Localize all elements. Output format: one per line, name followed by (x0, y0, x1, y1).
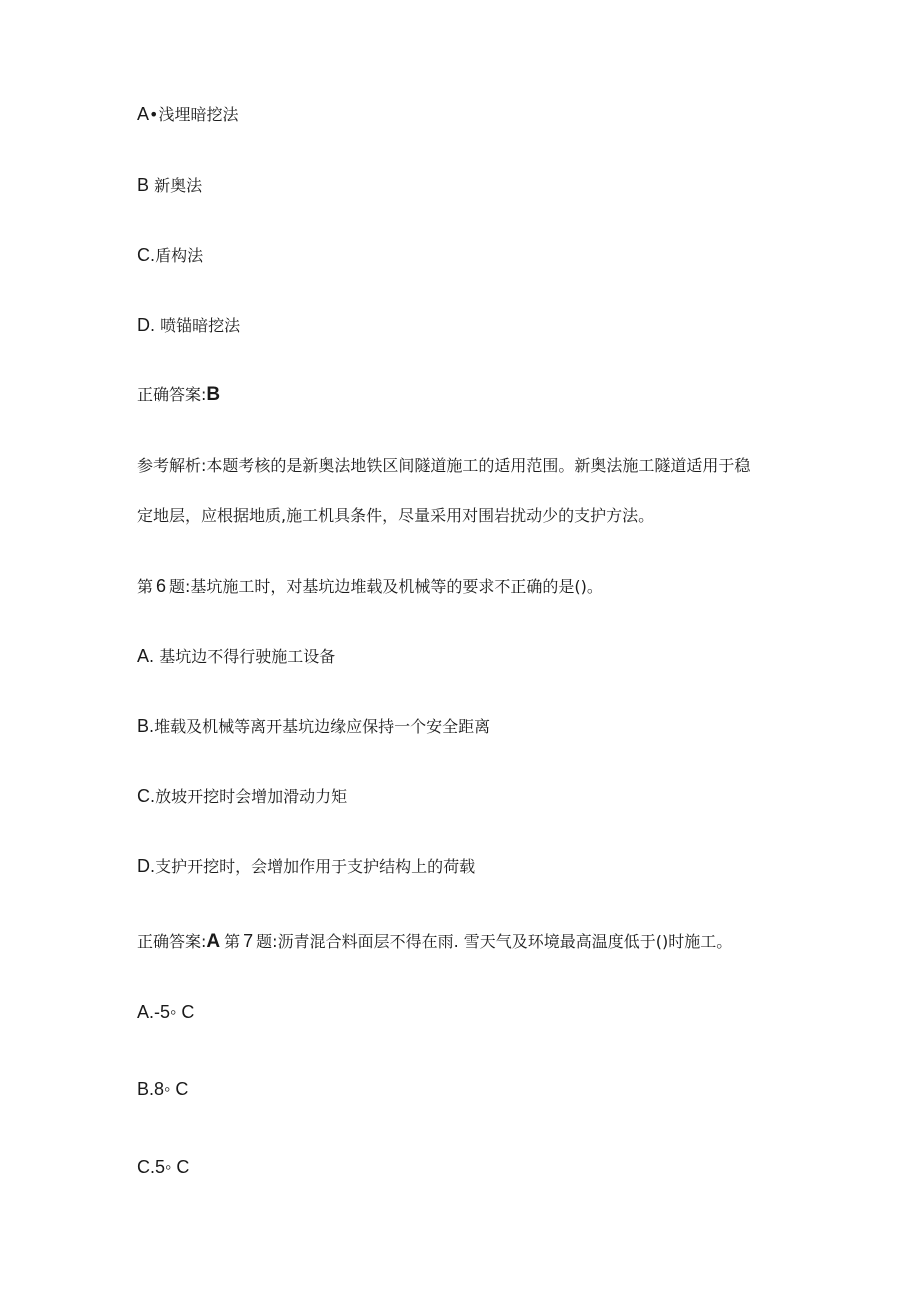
option-b (137, 175, 202, 196)
option-letter: B (137, 716, 150, 736)
option-text: . 基坑边不得行驶施工设备 (149, 647, 336, 666)
option-letter: D (137, 315, 150, 335)
option-a (137, 104, 238, 125)
option-text: . 喷锚暗挖法 (150, 316, 241, 335)
question-text: 题:沥青混合料面层不得在雨. 雪天气及环境最高温度低于()时施工。 (256, 932, 733, 951)
option-b: B.8◦ C (137, 1079, 189, 1099)
option-letter: A (137, 646, 150, 666)
question-5-analysis-line-2: 定地层，应根据地质,施工机具条件，尽量采用对围岩扰动少的支护方法。 (137, 506, 655, 525)
question-5-analysis-line-1: 参考解析:本题考核的是新奥法地铁区间隧道施工的适用范围。新奥法施工隧道适用于稳 (137, 456, 751, 475)
question-text: 题:基坑施工时，对基坑边堆载及机械等的要求不正确的是()。 (169, 577, 603, 596)
option-letter: D (137, 856, 150, 876)
question-prefix: 第 (224, 932, 241, 951)
option-text: .堆载及机械等离开基坑边缘应保持一个安全距离 (149, 717, 491, 736)
answer-label: 正确答案: (137, 385, 207, 404)
option-d (137, 315, 240, 336)
option-b (137, 716, 490, 737)
option-text: .盾构法 (150, 246, 204, 265)
option-letter: C (137, 786, 150, 806)
option-a: A.-5◦ C (137, 1002, 195, 1022)
option-c (137, 245, 203, 266)
option-letter: B (137, 175, 150, 195)
option-c (137, 786, 347, 807)
question-6-title (137, 576, 603, 597)
answer-value: A (206, 931, 221, 952)
option-text: .支护开挖时，会增加作用于支护结构上的荷载 (150, 857, 476, 876)
option-d (137, 856, 475, 877)
question-prefix: 第 (137, 577, 154, 596)
option-text: .放坡开挖时会增加滑动力矩 (150, 787, 348, 806)
question-6-answer-and-question-7-title (137, 931, 732, 952)
question-number: 6 (156, 576, 167, 596)
option-text: •浅埋暗挖法 (149, 105, 239, 124)
answer-label: 正确答案: (137, 932, 207, 951)
question-5-answer (137, 385, 220, 405)
option-c: C.5◦ C (137, 1157, 190, 1177)
option-a (137, 646, 335, 667)
option-letter: A (137, 104, 150, 124)
answer-value: B (206, 384, 221, 405)
option-letter: C (137, 245, 150, 265)
question-number: 7 (243, 931, 254, 951)
option-text: 新奥法 (149, 176, 203, 195)
